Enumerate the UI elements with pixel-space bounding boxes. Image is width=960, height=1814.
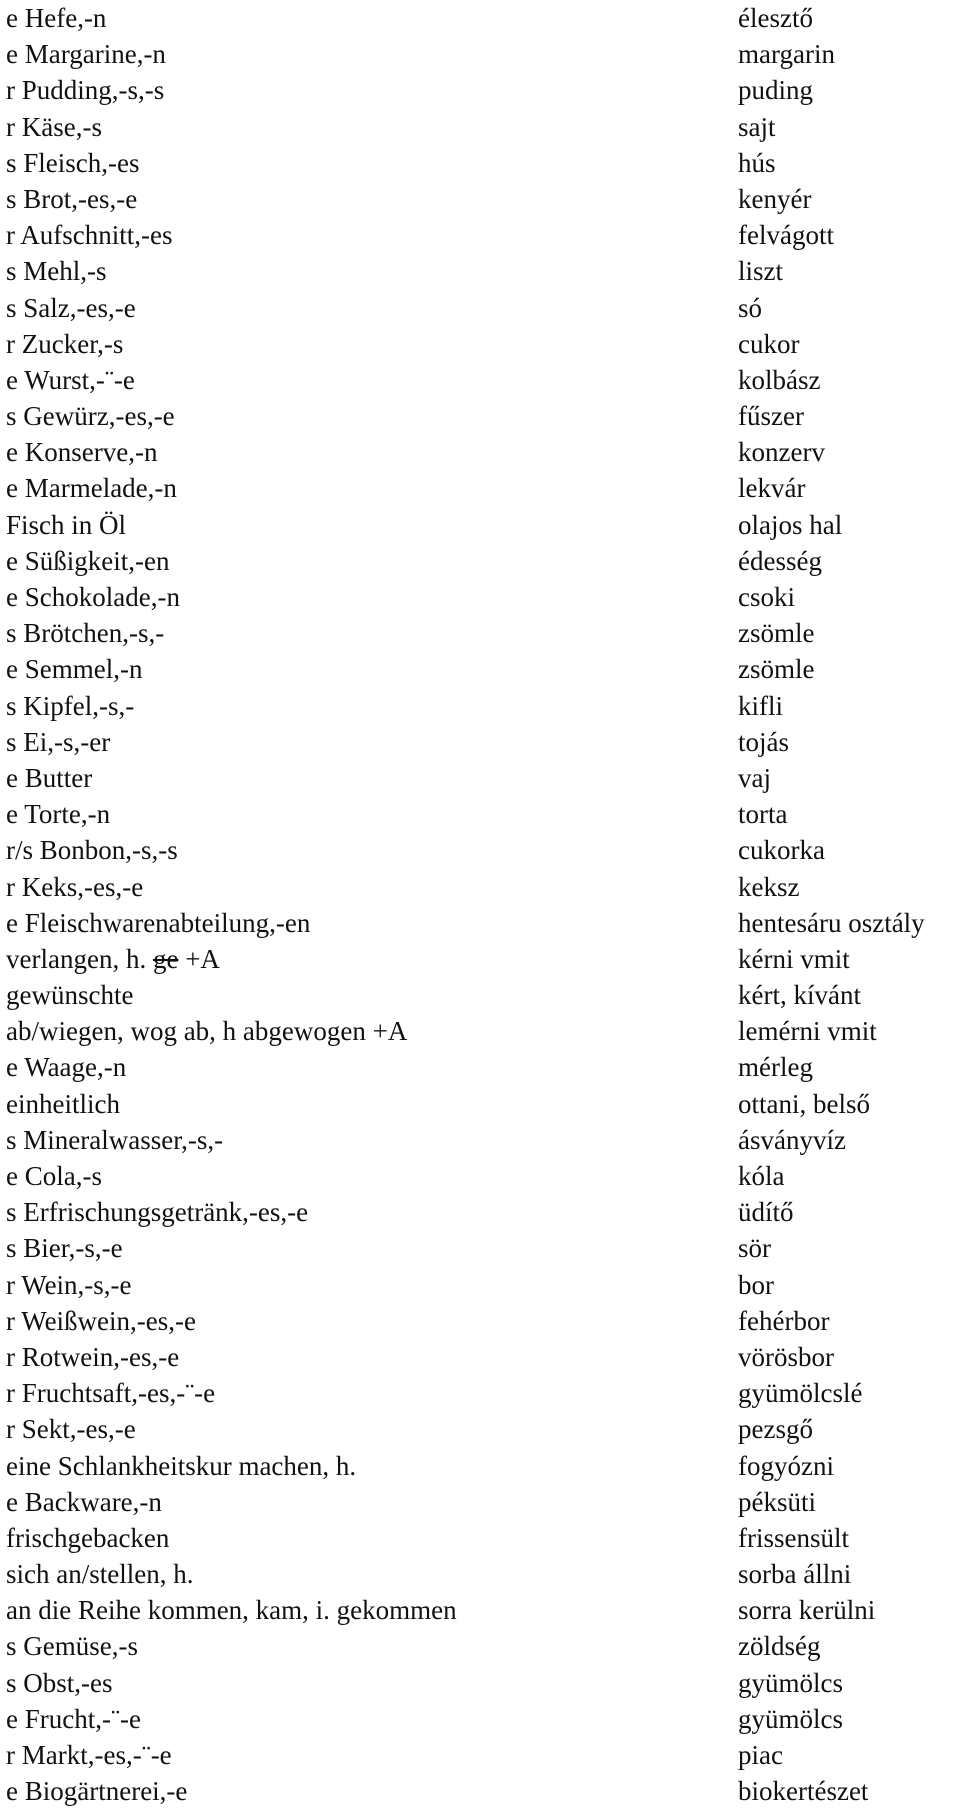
vocabulary-row xyxy=(0,1122,960,1158)
hungarian-translation: vörösbor xyxy=(738,1341,834,1372)
hungarian-translation: csoki xyxy=(738,582,795,612)
german-term: sich an/stellen, h. xyxy=(6,1559,194,1590)
hungarian-translation: frissensült xyxy=(738,1522,849,1553)
hungarian-translation: olajos hal xyxy=(738,509,843,540)
hungarian-translation: vaj xyxy=(738,762,771,793)
german-term: gewünschte xyxy=(6,980,134,1011)
vocabulary-row xyxy=(0,1520,960,1556)
hungarian-translation: margarin xyxy=(738,39,835,70)
vocabulary-row xyxy=(0,109,960,145)
hungarian-translation: lemérni vmit xyxy=(738,1016,877,1047)
hungarian-translation: zsömle xyxy=(738,654,815,685)
german-term: r Rotwein,-es,-e xyxy=(6,1341,180,1372)
vocabulary-row xyxy=(0,615,960,651)
vocabulary-row xyxy=(0,1737,960,1773)
hungarian-translation: zsömle xyxy=(738,618,815,649)
vocabulary-row xyxy=(0,1448,960,1484)
vocabulary-row xyxy=(0,1665,960,1701)
german-term: e Süßigkeit,-en xyxy=(6,545,170,576)
german-term: s Gewürz,-es,-e xyxy=(6,401,175,432)
vocabulary-row xyxy=(0,543,960,579)
german-term: r Aufschnitt,-es xyxy=(6,220,173,251)
vocabulary-row xyxy=(0,1158,960,1194)
german-term: r Weißwein,-es,-e xyxy=(6,1305,197,1336)
vocabulary-row xyxy=(0,832,960,868)
german-term: einheitlich xyxy=(6,1088,120,1119)
vocabulary-row xyxy=(0,326,960,362)
vocabulary-row xyxy=(0,398,960,434)
vocabulary-row xyxy=(0,36,960,72)
vocabulary-row xyxy=(0,1267,960,1303)
german-term: s Gemüse,-s xyxy=(6,1631,138,1662)
vocabulary-row xyxy=(0,688,960,724)
german-term: r Fruchtsaft,-es,-¨-e xyxy=(6,1378,216,1409)
hungarian-translation: biokertészet xyxy=(738,1776,869,1807)
german-term: s Erfrischungsgetränk,-es,-e xyxy=(6,1197,309,1228)
german-term-suffix: +A xyxy=(178,943,220,974)
vocabulary-row xyxy=(0,796,960,832)
german-term: s Mineralwasser,-s,- xyxy=(6,1124,224,1155)
german-term: r Markt,-es,-¨-e xyxy=(6,1740,172,1770)
struck-out-text: ge xyxy=(152,943,179,974)
german-term: s Ei,-s,-er xyxy=(6,726,111,757)
vocabulary-row xyxy=(0,72,960,108)
german-term: r Pudding,-s,-s xyxy=(6,75,165,106)
hungarian-translation: kért, kívánt xyxy=(738,980,861,1011)
vocabulary-row xyxy=(0,217,960,253)
vocabulary-row xyxy=(0,1375,960,1411)
german-term: r Zucker,-s xyxy=(6,328,124,359)
vocabulary-row xyxy=(0,0,960,36)
hungarian-translation: sör xyxy=(738,1233,771,1264)
vocabulary-row xyxy=(0,362,960,398)
vocabulary-row xyxy=(0,869,960,905)
vocabulary-row xyxy=(0,507,960,543)
german-term: e Backware,-n xyxy=(6,1486,162,1517)
german-term: s Brötchen,-s,- xyxy=(6,618,165,649)
vocabulary-row xyxy=(0,1484,960,1520)
german-term: Fisch in Öl xyxy=(6,509,127,540)
german-term: e Konserve,-n xyxy=(6,437,158,468)
vocabulary-row xyxy=(0,253,960,289)
german-term: ab/wiegen, wog ab, h abgewogen +A xyxy=(6,1016,408,1047)
hungarian-translation: puding xyxy=(738,75,814,106)
german-term: s Mehl,-s xyxy=(6,256,107,287)
vocabulary-row xyxy=(0,760,960,796)
hungarian-translation: sorra kerülni xyxy=(738,1595,876,1626)
german-term: e Butter xyxy=(6,762,93,793)
hungarian-translation: fehérbor xyxy=(738,1305,830,1336)
hungarian-translation: tojás xyxy=(738,726,789,757)
german-term: s Kipfel,-s,- xyxy=(6,690,135,721)
vocabulary-row xyxy=(0,1049,960,1085)
german-term: r Käse,-s xyxy=(6,111,102,142)
vocabulary-row xyxy=(0,905,960,941)
vocabulary-row xyxy=(0,290,960,326)
vocabulary-row xyxy=(0,1230,960,1266)
vocabulary-row xyxy=(0,651,960,687)
german-term: e Marmelade,-n xyxy=(6,473,177,504)
hungarian-translation: mérleg xyxy=(738,1052,813,1083)
hungarian-translation: konzerv xyxy=(738,437,825,468)
german-term: e Torte,-n xyxy=(6,799,111,830)
hungarian-translation: élesztő xyxy=(738,3,813,33)
hungarian-translation: felvágott xyxy=(738,220,834,251)
vocabulary-row xyxy=(0,1303,960,1339)
vocabulary-row xyxy=(0,579,960,615)
vocabulary-row xyxy=(0,977,960,1013)
hungarian-translation: gyümölcslé xyxy=(738,1378,863,1409)
hungarian-translation: hentesáru osztály xyxy=(738,907,925,938)
vocabulary-row xyxy=(0,1628,960,1664)
hungarian-translation: pezsgő xyxy=(738,1414,813,1445)
hungarian-translation: kenyér xyxy=(738,183,812,214)
german-term: s Bier,-s,-e xyxy=(6,1233,123,1264)
hungarian-translation: zöldség xyxy=(738,1631,821,1662)
vocabulary-row xyxy=(0,145,960,181)
german-term: s Brot,-es,-e xyxy=(6,183,138,214)
german-term: e Cola,-s xyxy=(6,1161,102,1191)
hungarian-translation: cukorka xyxy=(738,835,825,866)
german-term: e Biogärtnerei,-e xyxy=(6,1776,188,1807)
hungarian-translation: liszt xyxy=(738,256,783,287)
german-term: e Wurst,-¨-e xyxy=(6,364,135,395)
german-term: frischgebacken xyxy=(6,1522,170,1553)
vocabulary-row xyxy=(0,181,960,217)
hungarian-translation: torta xyxy=(738,799,788,830)
vocabulary-row xyxy=(0,1556,960,1592)
german-term xyxy=(6,941,220,977)
vocabulary-row xyxy=(0,1592,960,1628)
vocabulary-row xyxy=(0,434,960,470)
german-term: an die Reihe kommen, kam, i. gekommen xyxy=(6,1595,457,1626)
german-term: e Fleischwarenabteilung,-en xyxy=(6,907,311,938)
vocabulary-row xyxy=(0,1194,960,1230)
vocabulary-row xyxy=(0,1339,960,1375)
hungarian-translation: ásványvíz xyxy=(738,1124,846,1155)
vocabulary-row xyxy=(0,1773,960,1809)
hungarian-translation: sorba állni xyxy=(738,1559,852,1590)
german-term: e Hefe,-n xyxy=(6,3,107,33)
hungarian-translation: piac xyxy=(738,1740,783,1770)
german-term: r Sekt,-es,-e xyxy=(6,1414,136,1445)
hungarian-translation: kolbász xyxy=(738,364,821,395)
german-term: e Waage,-n xyxy=(6,1052,127,1083)
vocabulary-row xyxy=(0,1086,960,1122)
hungarian-translation: sajt xyxy=(738,111,776,142)
german-term: e Semmel,-n xyxy=(6,654,143,685)
hungarian-translation: kóla xyxy=(738,1161,785,1191)
hungarian-translation: fűszer xyxy=(738,401,804,432)
german-term: s Salz,-es,-e xyxy=(6,292,136,323)
german-term: e Frucht,-¨-e xyxy=(6,1703,141,1734)
hungarian-translation: só xyxy=(738,292,763,323)
german-term-text: verlangen, h. xyxy=(6,943,147,974)
hungarian-translation: édesség xyxy=(738,545,822,576)
vocabulary-row xyxy=(0,941,960,977)
hungarian-translation: kérni vmit xyxy=(738,943,850,974)
vocabulary-row xyxy=(0,470,960,506)
german-term: r Wein,-s,-e xyxy=(6,1269,132,1300)
hungarian-translation: kifli xyxy=(738,690,783,721)
hungarian-translation: bor xyxy=(738,1269,774,1300)
vocabulary-row xyxy=(0,1411,960,1447)
hungarian-translation: keksz xyxy=(738,871,800,902)
german-term: s Obst,-es xyxy=(6,1667,113,1698)
vocabulary-row xyxy=(0,1013,960,1049)
vocabulary-row xyxy=(0,1701,960,1737)
hungarian-translation: hús xyxy=(738,147,776,178)
hungarian-translation: fogyózni xyxy=(738,1450,834,1481)
hungarian-translation: cukor xyxy=(738,328,800,359)
german-term: e Margarine,-n xyxy=(6,39,166,70)
hungarian-translation: ottani, belső xyxy=(738,1088,870,1119)
german-term: r Keks,-es,-e xyxy=(6,871,144,902)
hungarian-translation: péksüti xyxy=(738,1486,816,1517)
german-term: r/s Bonbon,-s,-s xyxy=(6,835,178,866)
vocabulary-row xyxy=(0,724,960,760)
hungarian-translation: lekvár xyxy=(738,473,806,504)
hungarian-translation: üdítő xyxy=(738,1197,794,1228)
german-term: eine Schlankheitskur machen, h. xyxy=(6,1450,357,1481)
hungarian-translation: gyümölcs xyxy=(738,1703,843,1734)
german-term: e Schokolade,-n xyxy=(6,582,180,612)
hungarian-translation: gyümölcs xyxy=(738,1667,843,1698)
german-term: s Fleisch,-es xyxy=(6,147,140,178)
